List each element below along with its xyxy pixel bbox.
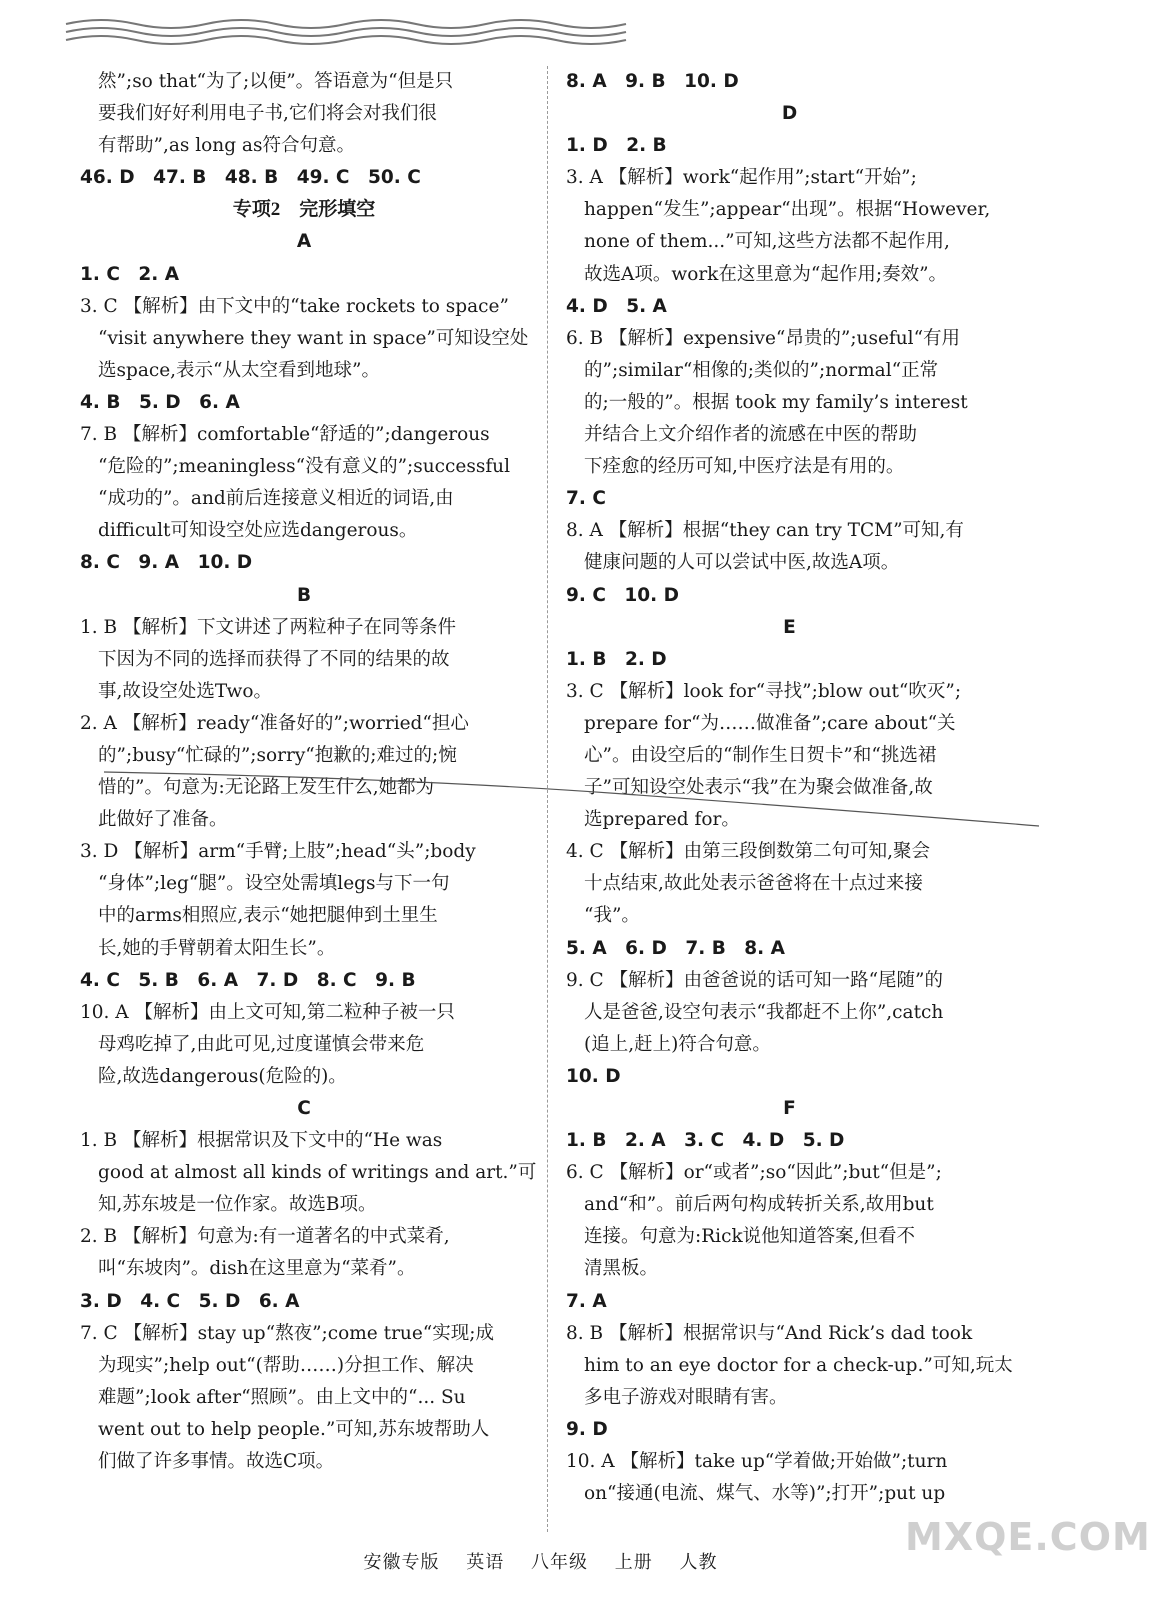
answer-line: “身体”;leg“腿”。设空处需填legs与下一句 — [98, 873, 450, 895]
answer-line: 7. C — [566, 488, 606, 510]
answer-line: 知,苏东坡是一位作家。故选B项。 — [98, 1194, 377, 1216]
answer-line: 然”;so that“为了;以便”。答语意为“但是只 — [98, 71, 454, 92]
footer-volume: 上册 — [614, 1552, 653, 1573]
footer-grade: 八年级 — [531, 1552, 588, 1573]
answer-line: 有帮助”,as long as符合句意。 — [98, 135, 355, 157]
answer-line: 4. C 5. B 6. A 7. D 8. C 9. B — [80, 969, 416, 991]
answer-line: 多电子游戏对眼睛有害。 — [584, 1386, 788, 1408]
answer-line: 3. C 【解析】由下文中的“take rockets to space” — [80, 295, 509, 317]
answer-line: C — [297, 1098, 311, 1119]
watermark-logo: MXQE.COM — [905, 1515, 1151, 1559]
answer-line: and“和”。前后两句构成转折关系,故用but — [584, 1194, 934, 1216]
answer-line: 下痊愈的经历可知,中医疗法是有用的。 — [584, 456, 905, 478]
answer-line: 长,她的手臂朝着太阳生长”。 — [98, 937, 336, 959]
answer-line: 下因为不同的选择而获得了不同的结果的故 — [98, 648, 450, 670]
answer-line: 3. A 【解析】work“起作用”;start“开始”; — [566, 167, 917, 189]
answer-line: 3. C 【解析】look for“寻找”;blow out“吹灭”; — [566, 680, 962, 702]
answer-line: 10. D — [566, 1065, 621, 1087]
answer-line: prepare for“为……做准备”;care about“关 — [584, 712, 956, 734]
answer-line: 故选A项。work在这里意为“起作用;奏效”。 — [584, 263, 948, 285]
answer-line: 们做了许多事情。故选C项。 — [98, 1451, 335, 1473]
answer-line: 此做好了准备。 — [98, 809, 228, 831]
answer-line: 心”。由设空后的“制作生日贺卡”和“挑选裙 — [584, 744, 937, 766]
answer-line: 1. B 2. A 3. C 4. D 5. D — [566, 1130, 845, 1152]
footer-subject: 英语 — [466, 1552, 505, 1573]
answer-line: on“接通(电流、煤气、水等)”;打开”;put up — [584, 1483, 946, 1505]
answer-line: 母鸡吃掉了,由此可见,过度谨慎会带来危 — [98, 1033, 425, 1055]
answer-line: 连接。句意为:Rick说他知道答案,但看不 — [584, 1226, 916, 1248]
answer-line: 1. D 2. B — [566, 135, 667, 157]
answer-line: 为现实”;help out“(帮助……)分担工作、解决 — [98, 1354, 474, 1376]
answer-line: “成功的”。and前后连接意义相近的词语,由 — [98, 488, 454, 510]
answer-line: 6. C 【解析】or“或者”;so“因此”;but“但是”; — [566, 1162, 942, 1184]
answer-line: 6. B 【解析】expensive“昂贵的”;useful“有用 — [566, 327, 961, 349]
answer-line: 3. D 4. C 5. D 6. A — [80, 1290, 300, 1312]
answer-line: “visit anywhere they want in space”可知设空处 — [98, 327, 529, 349]
answer-line: 健康问题的人可以尝试中医,故选A项。 — [584, 552, 900, 574]
answer-line: 清黑板。 — [584, 1258, 659, 1280]
answer-line: 7. C 【解析】stay up“熬夜”;come true“实现;成 — [80, 1322, 494, 1344]
answer-line: 8. A 【解析】根据“they can try TCM”可知,有 — [566, 520, 964, 542]
answer-line: 惜的”。句意为:无论路上发生什么,她都为 — [98, 777, 435, 799]
answer-line: 人是爸爸,设空句表示“我都赶不上你”,catch — [584, 1001, 944, 1023]
answer-line: 9. C 10. D — [566, 584, 679, 606]
answer-line: 事,故设空处选Two。 — [98, 680, 273, 702]
answer-line: 难题”;look after“照顾”。由上文中的“... Su — [98, 1386, 466, 1408]
answer-line: 1. C 2. A — [80, 263, 180, 285]
header-wave-decoration — [66, 14, 626, 54]
answer-line: happen“发生”;appear“出现”。根据“However, — [584, 199, 991, 221]
answer-line: 子”可知设空处表示“我”在为聚会做准备,故 — [584, 777, 933, 799]
answer-line: 9. C 【解析】由爸爸说的话可知一路“尾随”的 — [566, 969, 943, 991]
answer-line: 46. D 47. B 48. B 49. C 50. C — [80, 167, 421, 189]
answer-line: 十点结束,故此处表示爸爸将在十点过来接 — [584, 873, 923, 895]
answer-line: 5. A 6. D 7. B 8. A — [566, 937, 785, 959]
answer-line: 8. A 9. B 10. D — [566, 71, 739, 92]
answer-line: 的”;similar“相像的;类似的”;normal“正常 — [584, 359, 939, 381]
answer-line: 1. B 【解析】根据常识及下文中的“He was — [80, 1130, 443, 1152]
answer-line: none of them...”可知,这些方法都不起作用, — [584, 231, 950, 253]
answer-line: 选space,表示“从太空看到地球”。 — [98, 359, 380, 381]
answer-line: F — [783, 1098, 796, 1119]
answer-line: 9. D — [566, 1418, 608, 1440]
footer-publisher: 人教 — [679, 1552, 718, 1573]
answer-line: 2. B 【解析】句意为:有一道著名的中式菜肴, — [80, 1226, 450, 1248]
answer-line: difficult可知设空处应选dangerous。 — [98, 520, 418, 542]
answer-line: 选prepared for。 — [584, 809, 740, 831]
answer-line: good at almost all kinds of writings and art.”可 — [98, 1162, 537, 1184]
answer-line: 中的arms相照应,表示“她把腿伸到土里生 — [98, 905, 438, 927]
answer-line: 4. D 5. A — [566, 295, 667, 317]
pen-stroke-mark — [104, 764, 1044, 834]
answer-line: 并结合上文介绍作者的流感在中医的帮助 — [584, 424, 918, 446]
answer-line: (追上,赶上)符合句意。 — [584, 1033, 771, 1055]
answer-line: A — [296, 231, 312, 253]
answer-line: 专项2 完形填空 — [232, 199, 376, 221]
answer-line: 要我们好好利用电子书,它们将会对我们很 — [98, 103, 437, 125]
answer-line: B — [296, 584, 312, 606]
answer-line: 8. B 【解析】根据常识与“And Rick’s dad took — [566, 1322, 973, 1344]
answer-line: 险,故选dangerous(危险的)。 — [98, 1065, 347, 1087]
footer-edition: 安徽专版 — [363, 1552, 440, 1573]
answer-line: 10. A 【解析】由上文可知,第二粒种子被一只 — [80, 1001, 455, 1023]
answer-line: 7. A — [566, 1290, 607, 1312]
answer-line: 1. B 2. D — [566, 648, 667, 670]
answer-line: 2. A 【解析】ready“准备好的”;worried“担心 — [80, 712, 469, 734]
answer-line: 10. A 【解析】take up“学着做;开始做”;turn — [566, 1451, 948, 1473]
answer-line: D — [781, 103, 798, 125]
answer-line: 的”;busy“忙碌的”;sorry“抱歉的;难过的;惋 — [98, 744, 457, 766]
answer-line: 4. B 5. D 6. A — [80, 391, 240, 413]
answer-line: “危险的”;meaningless“没有意义的”;successful — [98, 456, 511, 478]
answer-line: 叫“东坡肉”。dish在这里意为“菜肴”。 — [98, 1258, 416, 1280]
answer-line: went out to help people.”可知,苏东坡帮助人 — [98, 1418, 490, 1440]
answer-line: 的;一般的”。根据 took my family’s interest — [584, 391, 968, 413]
answer-line: 3. D 【解析】arm“手臂;上肢”;head“头”;body — [80, 841, 476, 863]
answer-line: 1. B 【解析】下文讲述了两粒种子在同等条件 — [80, 616, 457, 638]
answer-line: 4. C 【解析】由第三段倒数第二句可知,聚会 — [566, 841, 930, 863]
answer-line: “我”。 — [584, 905, 640, 927]
answer-line: 8. C 9. A 10. D — [80, 552, 253, 574]
answer-line: E — [783, 616, 796, 638]
answer-line: 7. B 【解析】comfortable“舒适的”;dangerous — [80, 424, 490, 446]
answer-line: him to an eye doctor for a check-up.”可知,玩太 — [584, 1354, 1013, 1376]
